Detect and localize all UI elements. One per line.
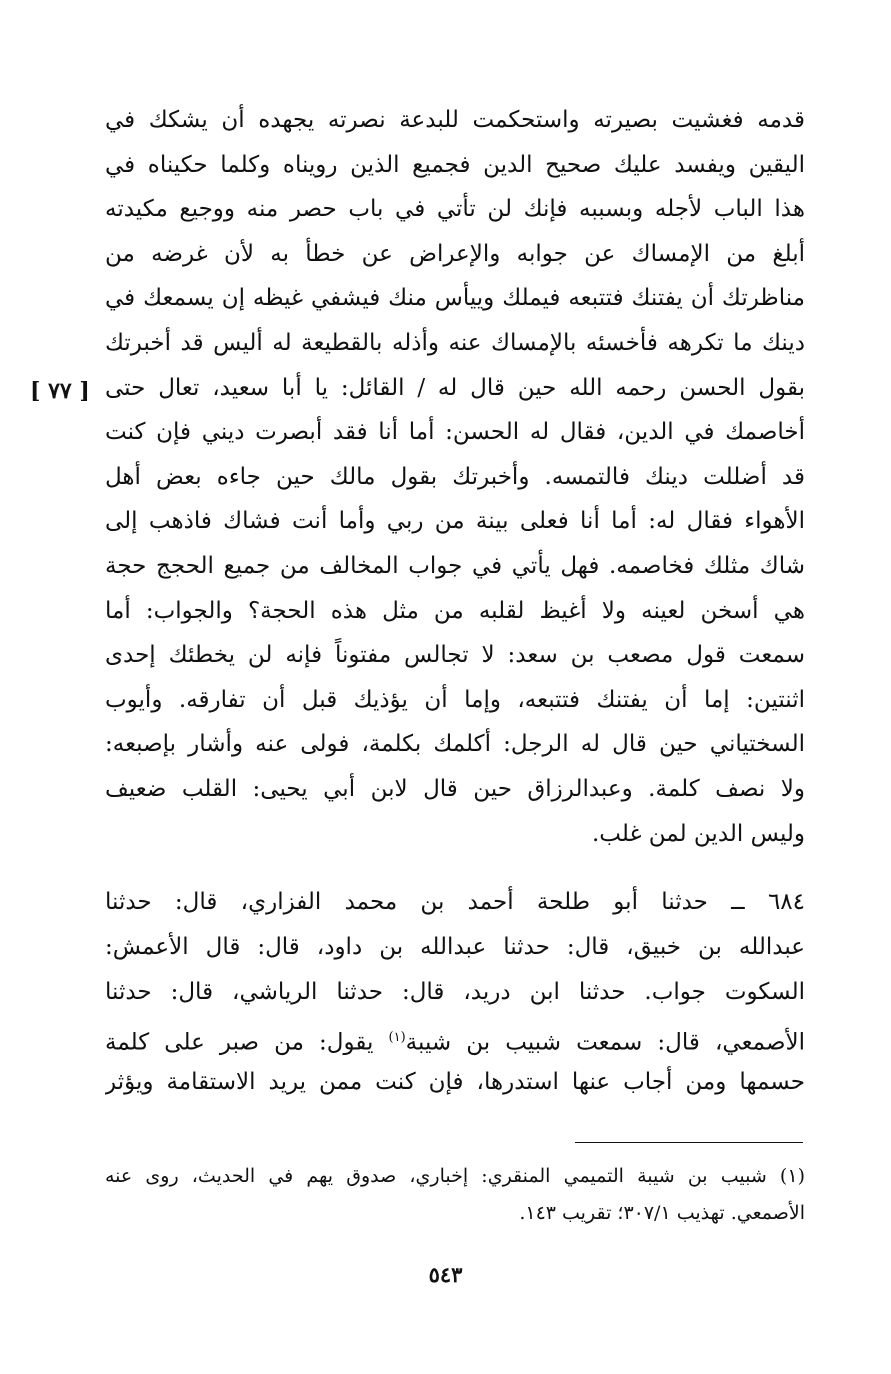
text-line: قدمه فغشيت بصيرته واستحكمت للبدعة نصرته يجهده أن يشكك في — [105, 107, 805, 133]
footnote-divider — [575, 1142, 803, 1143]
text-line: أخاصمك في الدين، فقال له الحسن: أما أنا فقد أبصرت ديني فإن كنت — [105, 419, 805, 446]
text-line: قد أضللت دينك فالتمسه. وأخبرتك بقول مالك حين جاءه بعض أهل — [105, 463, 805, 490]
main-paragraph — [105, 98, 805, 856]
text-line: هذا الباب لأجله وبسببه فإنك لن تأتي في باب حصر منه ووجيع مكيدته — [105, 196, 805, 223]
text-segment: يقول: من صبر على كلمة — [105, 1029, 389, 1056]
text-line — [105, 1015, 805, 1060]
text-line: بقول الحسن رحمه الله حين قال له / القائل: يا أبا سعيد، تعال حتى — [105, 374, 805, 401]
footnote-marker: (١) — [388, 1030, 406, 1045]
page-number: ٥٤٣ — [428, 1262, 463, 1287]
text-line: وليس الدين لمن غلب. — [591, 820, 805, 847]
text-line: اثنتين: إما أن يفتنك فتتبعه، وإما أن يؤذيك قبل أن تفارقه. وأيوب — [105, 686, 805, 713]
footnote — [105, 1158, 805, 1232]
hadith-paragraph — [105, 880, 805, 1105]
text-line: دينك ما تكرهه فأخسئه بالإمساك عنه وأذله بالقطيعة له أليس قد أخبرتك — [105, 329, 805, 356]
footnote-line: (١) شبيب بن شيبة التميمي المنقري: إخباري، صدوق يهم في الحديث، روى عنه — [105, 1165, 805, 1187]
text-line: اليقين ويفسد عليك صحيح الدين فجميع الذين رويناه وكلما حكيناه في — [105, 151, 805, 178]
text-line: أبلغ من الإمساك عن جوابه والإعراض عن خطأ به لأن غرضه من — [105, 240, 805, 267]
text-line: حسمها ومن أجاب عنها استدرها، فإن كنت ممن يريد الاستقامة ويؤثر — [105, 1069, 805, 1095]
text-line: شاك مثلك فخاصمه. فهل يأتي في جواب المخالف من جميع الحجج حجة — [105, 552, 805, 579]
footnote-line: الأصمعي. تهذيب ٣٠٧/١؛ تقريب ١٤٣. — [519, 1202, 805, 1224]
text-line: ٦٨٤ ــ حدثنا أبو طلحة أحمد بن محمد الفزاري، قال: حدثنا — [105, 889, 805, 915]
text-line: هي أسخن لعينه ولا أغيظ لقلبه من مثل هذه الحجة؟ والجواب: أما — [105, 597, 805, 624]
text-line: السختياني حين قال له الرجل: أكلمك بكلمة، فولى عنه وأشار بإصبعه: — [105, 731, 805, 758]
text-line: مناظرتك أن يفتنك فتتبعه فيملك وييأس منك فيشفي غيظه إن يسمعك في — [105, 285, 805, 312]
text-line: عبدالله بن خبيق، قال: حدثنا عبدالله بن داود، قال: قال الأعمش: — [105, 934, 805, 960]
margin-page-reference: [ ٧٧ ] — [30, 378, 90, 404]
text-line: سمعت قول مصعب بن سعد: لا تجالس مفتوناً فإنه لن يخطئك إحدى — [105, 642, 805, 669]
text-line: ولا نصف كلمة. وعبدالرزاق حين قال لابن أبي يحيى: القلب ضعيف — [105, 775, 805, 802]
text-line: الأهواء فقال له: أما أنا فعلى بينة من ربي وأما أنت فشاك فاذهب إلى — [105, 508, 805, 535]
text-segment: الأصمعي، قال: سمعت شبيب بن شيبة — [405, 1029, 805, 1056]
text-line: السكوت جواب. حدثنا ابن دريد، قال: حدثنا الرياشي، قال: حدثنا — [105, 979, 805, 1005]
